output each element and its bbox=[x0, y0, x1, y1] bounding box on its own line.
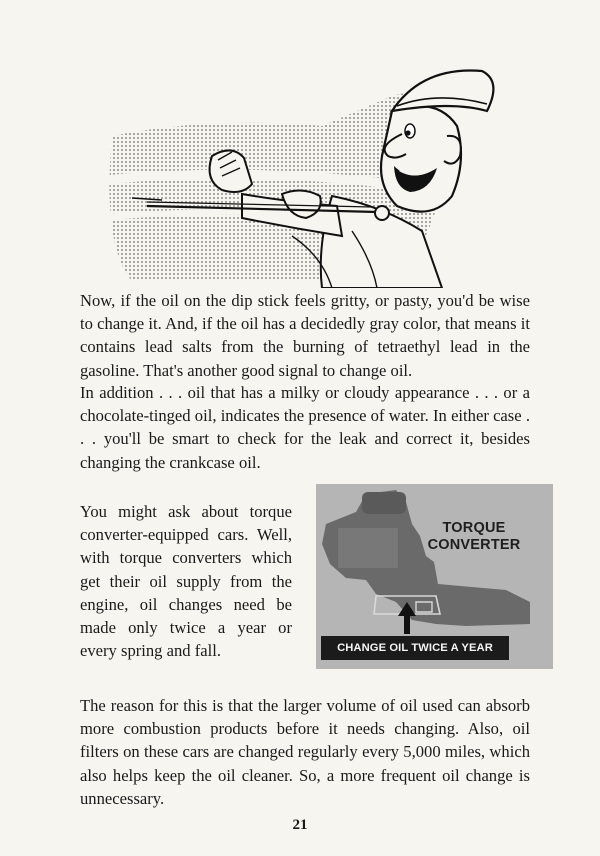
figure-title: TORQUE CONVERTER bbox=[427, 520, 521, 553]
mechanic-dipstick-illustration bbox=[92, 56, 532, 288]
figure-banner: CHANGE OIL TWICE A YEAR bbox=[321, 636, 509, 660]
paragraph-water-presence: In addition . . . oil that has a milky or cloudy appearance . . . or a chocolate-tinged oil, indicates the presence of water. In either case . . . you'll be smart to check for the leak and correct it, besides changing the crankcase oil. bbox=[80, 383, 530, 472]
paragraph-dipstick-condition: Now, if the oil on the dip stick feels gritty, or pasty, you'd be wise to change it. And, if the oil has a decidedly gray color, that means it contains lead salts from the burning of tetraethyl lead in the gasoline. That's another good signal to change oil. bbox=[80, 291, 530, 380]
paragraph-torque-converter: You might ask about torque converter-equipped cars. Well, with torque converters which get their oil supply from the engine, oil changes need be made only twice a year or every spring and fall. bbox=[80, 502, 292, 661]
paragraph-reason: The reason for this is that the larger volume of oil used can absorb more combustion products before it needs changing. Also, oil filters on these cars are changed regularly every 5,000 miles, which also helps keep the oil cleaner. So, a more frequent oil change is unnecessary. bbox=[80, 696, 530, 808]
page-number: 21 bbox=[292, 817, 308, 833]
torque-converter-figure bbox=[316, 484, 553, 669]
